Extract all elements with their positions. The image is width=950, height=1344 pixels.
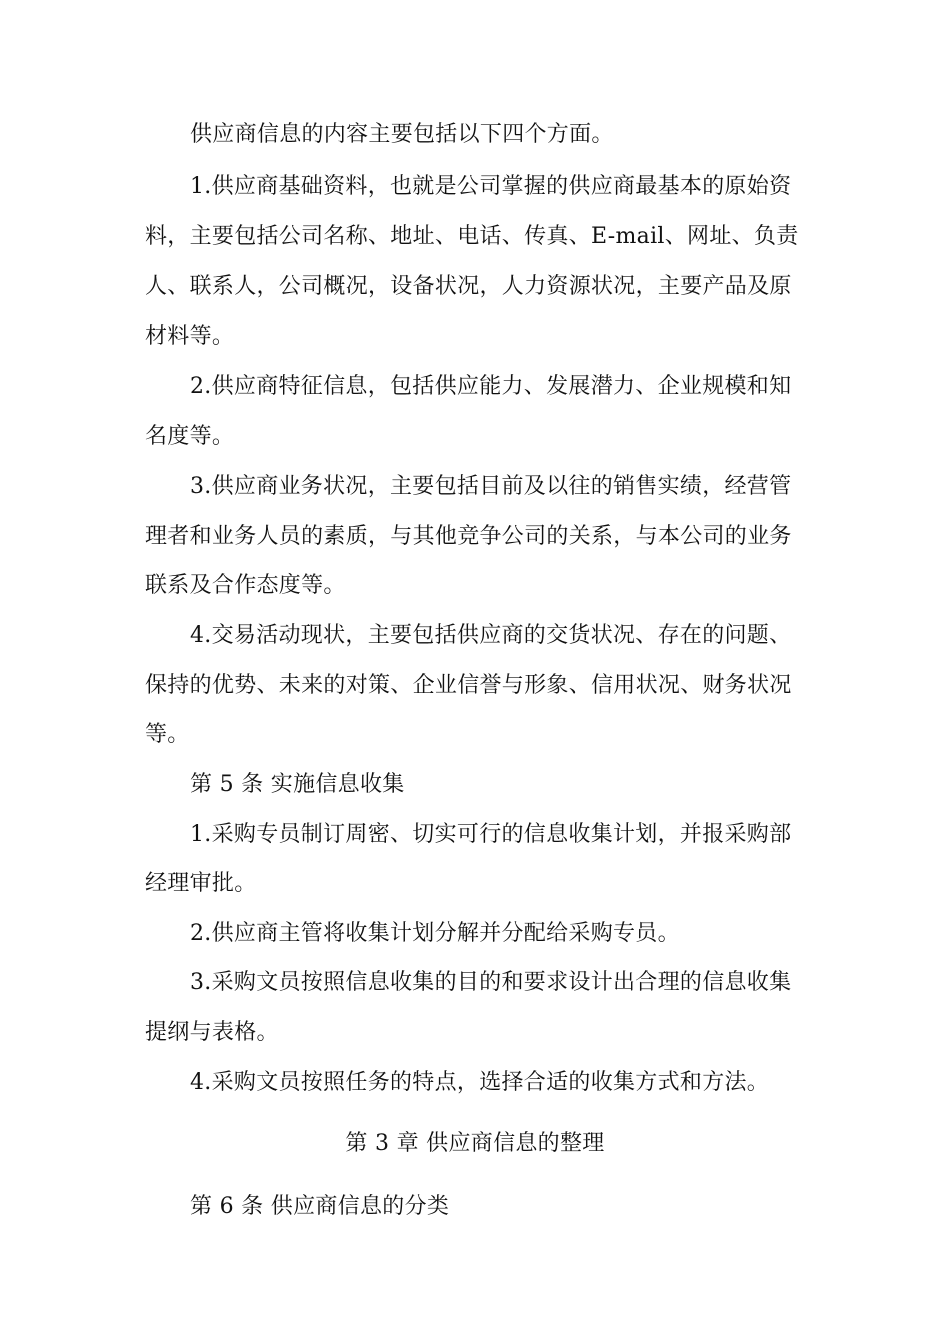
item-4-line-3: 等。 [145,722,190,747]
chapter-3-heading: 第 3 章 供应商信息的整理 [345,1131,605,1156]
item-3-line-3: 联系及合作态度等。 [145,573,346,598]
item-1-line-1: 1.供应商基础资料，也就是公司掌握的供应商最基本的原始资 [190,174,792,199]
step-4-line-1: 4.采购文员按照任务的特点，选择合适的收集方式和方法。 [190,1070,770,1095]
item-2-line-1: 2.供应商特征信息，包括供应能力、发展潜力、企业规模和知 [190,374,792,399]
step-3-line-1: 3.采购文员按照信息收集的目的和要求设计出合理的信息收集 [190,970,792,995]
item-3-line-2: 理者和业务人员的素质，与其他竞争公司的关系，与本公司的业务 [145,524,792,549]
item-1-line-2: 料，主要包括公司名称、地址、电话、传真、E-mail、网址、负责 [145,224,799,249]
step-1-line-2: 经理审批。 [145,871,257,896]
item-2-line-2: 名度等。 [145,424,235,449]
article-6-heading: 第 6 条 供应商信息的分类 [190,1194,450,1219]
step-2-line-1: 2.供应商主管将收集计划分解并分配给采购专员。 [190,921,680,946]
step-3-line-2: 提纲与表格。 [145,1020,279,1045]
item-4-line-2: 保持的优势、未来的对策、企业信誉与形象、信用状况、财务状况 [145,673,792,698]
item-4-line-1: 4.交易活动现状，主要包括供应商的交货状况、存在的问题、 [190,623,792,648]
item-3-line-1: 3.供应商业务状况，主要包括目前及以往的销售实绩，经营管 [190,474,792,499]
article-5-heading: 第 5 条 实施信息收集 [190,772,405,797]
step-1-line-1: 1.采购专员制订周密、切实可行的信息收集计划，并报采购部 [190,822,792,847]
paragraph-intro: 供应商信息的内容主要包括以下四个方面。 [190,122,614,147]
item-1-line-3: 人、联系人，公司概况，设备状况，人力资源状况，主要产品及原 [145,274,792,299]
item-1-line-4: 材料等。 [145,324,235,349]
